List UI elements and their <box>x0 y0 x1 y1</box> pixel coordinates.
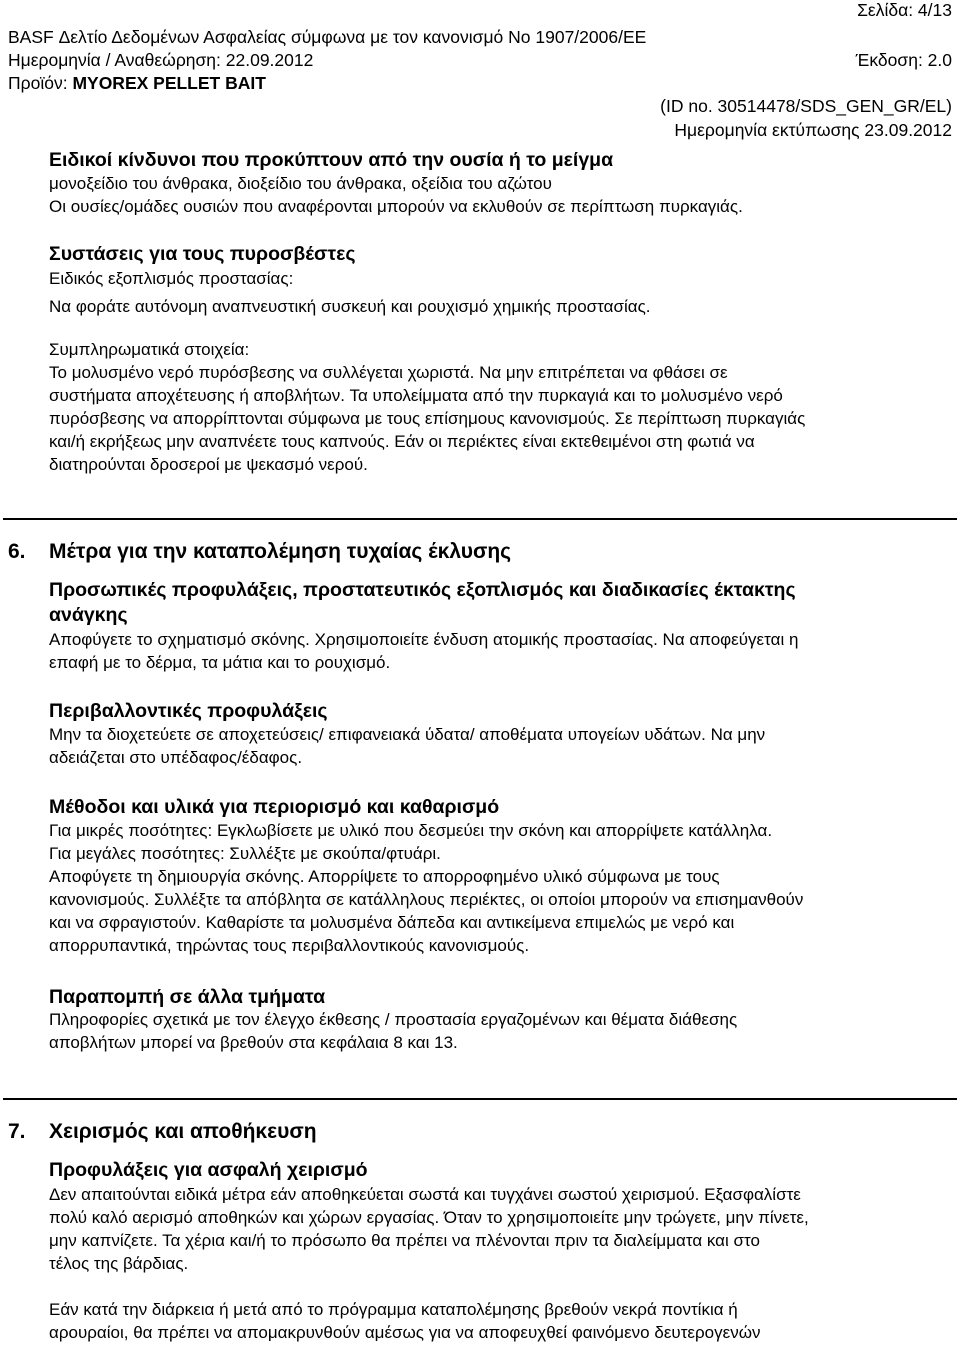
text-line: πολύ καλό αερισμό αποθηκών και χώρων εργασίας. Όταν το χρησιμοποιείτε μην τρώγετε, μην πίνετε, <box>49 1208 809 1227</box>
text-line: Το μολυσμένο νερό πυρόσβεσης να συλλέγεται χωριστά. Να μην επιτρέπεται να φθάσει σε <box>49 363 728 382</box>
text-line: Οι ουσίες/ομάδες ουσιών που αναφέρονται μπορούν να εκλυθούν σε περίπτωση πυρκαγιάς. <box>49 197 743 216</box>
text-line: τέλος της βάρδιας. <box>49 1254 189 1273</box>
text-line: Συμπληρωματικά στοιχεία: <box>49 340 250 359</box>
section-7-title: Χειρισμός και αποθήκευση <box>49 1120 317 1143</box>
text-line: μονοξείδιο του άνθρακα, διοξείδιο του άνθρακα, οξείδια του αζώτου <box>49 174 552 193</box>
environmental-text <box>49 723 949 769</box>
text-line: Ειδικός εξοπλισμός προστασίας: <box>49 269 294 288</box>
text-line: και/ή εκρήξεως μην αναπνέετε τους καπνούς. Εάν οι περιέκτες είναι εκτεθειμένοι στη φωτιά να <box>49 432 755 451</box>
section-6-title: Μέτρα για την καταπολέμηση τυχαίας έκλυσης <box>49 540 512 563</box>
environmental-heading: Περιβαλλοντικές προφυλάξεις <box>49 700 328 722</box>
section-7-number: 7. <box>8 1120 26 1143</box>
text-line: επαφή με το δέρμα, τα μάτια και το ρουχισμό. <box>49 653 391 672</box>
rodent-disposal-text <box>49 1298 949 1344</box>
text-line: απορρυπαντικά, τηρώντας τους περιβαλλοντικούς κανονισμούς. <box>49 936 530 955</box>
product-label: Προϊόν: <box>8 73 68 93</box>
text-line: Να φοράτε αυτόνομη αναπνευστική συσκευή και ρουχισμό χημικής προστασίας. <box>49 297 651 316</box>
text-line: πυρόσβεσης να απορρίπτονται σύμφωνα με τους επίσημους κανονισμούς. Σε περίπτωση πυρκαγιάς <box>49 409 806 428</box>
text-line: Αποφύγετε το σχηματισμό σκόνης. Χρησιμοποιείτε ένδυση ατομικής προστασίας. Να αποφεύγεται η <box>49 630 799 649</box>
text-line: Αποφύγετε τη δημιουργία σκόνης. Απορρίψετε το απορροφημένο υλικό σύμφωνα με τους <box>49 867 720 886</box>
text-line: διατηρούνται δροσεροί με ψεκασμό νερού. <box>49 455 368 474</box>
hazards-heading: Ειδικοί κίνδυνοι που προκύπτουν από την ουσία ή το μείγμα <box>49 149 614 171</box>
text-line: αποβλήτων μπορεί να βρεθούν στα κεφάλαια 8 και 13. <box>49 1033 458 1052</box>
text-line: κανονισμούς. Συλλέξτε τα απόβλητα σε κατάλληλους περιέκτες, οι οποίοι μπορούν να επισημανθούν <box>49 890 804 909</box>
personal-precautions-heading <box>49 578 949 628</box>
personal-precautions-text <box>49 628 949 674</box>
doc-title: BASF Δελτίο Δεδομένων Ασφαλείας σύμφωνα με τον κανονισμό Νο 1907/2006/ΕΕ <box>8 27 647 47</box>
print-date: Ημερομηνία εκτύπωσης 23.09.2012 <box>674 120 952 140</box>
text-line: Μην τα διοχετεύετε σε αποχετεύσεις/ επιφανειακά ύδατα/ αποθέματα υπογείων υδάτων. Να μην <box>49 725 766 744</box>
text-line: Για μικρές ποσότητες: Εγκλωβίσετε με υλικό που δεσμεύει την σκόνη και απορρίψετε κατάλληλα. <box>49 821 773 840</box>
text-line: αρουραίοι, θα πρέπει να απομακρυνθούν αμέσως για να αποφευχθεί φαινόμενο δευτερογενών <box>49 1323 761 1342</box>
safe-handling-heading: Προφυλάξεις για ασφαλή χειρισμό <box>49 1159 368 1181</box>
section-divider <box>3 518 957 520</box>
firefighters-heading: Συστάσεις για τους πυροσβέστες <box>49 243 356 265</box>
additional-info <box>49 338 949 476</box>
methods-text <box>49 819 949 957</box>
text-line: Δεν απαιτούνται ειδικά μέτρα εάν αποθηκεύεται σωστά και τυγχάνει σωστού χειρισμού. Εξασφαλίστε <box>49 1185 801 1204</box>
text-line: και να σφραγιστούν. Καθαρίστε τα μολυσμένα δάπεδα και αντικείμενα επιμελώς με νερό και <box>49 913 735 932</box>
firefighters-text <box>49 267 949 318</box>
section-divider <box>3 1098 957 1100</box>
text-line: Πληροφορίες σχετικά με τον έλεγχο έκθεσης / προστασία εργαζομένων και θέματα διάθεσης <box>49 1010 738 1029</box>
heading-line: Προσωπικές προφυλάξεις, προστατευτικός εξοπλισμός και διαδικασίες έκτακτης <box>49 579 796 601</box>
methods-heading: Μέθοδοι και υλικά για περιορισμό και καθαρισμό <box>49 796 500 818</box>
text-line: Για μεγάλες ποσότητες: Συλλέξτε με σκούπα/φτυάρι. <box>49 844 441 863</box>
product-line <box>8 73 266 94</box>
version: Έκδοση: 2.0 <box>855 50 952 70</box>
id-number: (ID no. 30514478/SDS_GEN_GR/EL) <box>660 96 952 116</box>
text-line: μην καπνίζετε. Τα χέρια και/ή το πρόσωπο θα πρέπει να πλένονται πριν τα διαλείμματα και στο <box>49 1231 760 1250</box>
hazards-text <box>49 172 949 218</box>
references-text <box>49 1008 949 1054</box>
text-line: συστήματα αποχέτευσης ή αποβλήτων. Τα υπολείμματα από την πυρκαγιά και το μολυσμένο νερό <box>49 386 783 405</box>
product-name: MYOREX PELLET BAIT <box>72 73 266 93</box>
references-heading: Παραπομπή σε άλλα τμήματα <box>49 986 326 1008</box>
text-line: Εάν κατά την διάρκεια ή μετά από το πρόγραμμα καταπολέμησης βρεθούν νεκρά ποντίκια ή <box>49 1300 738 1319</box>
date-revision: Ημερομηνία / Αναθεώρηση: 22.09.2012 <box>8 50 314 70</box>
heading-line: ανάγκης <box>49 604 128 626</box>
safe-handling-text <box>49 1183 949 1275</box>
text-line: αδειάζεται στο υπέδαφος/έδαφος. <box>49 748 303 767</box>
section-6-number: 6. <box>8 540 26 563</box>
page-number: Σελίδα: 4/13 <box>857 0 952 20</box>
